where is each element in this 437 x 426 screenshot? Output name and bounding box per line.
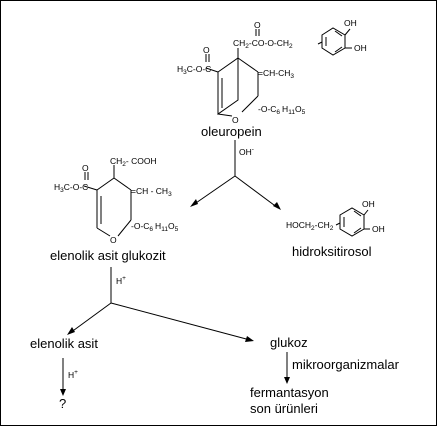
label-son-urunleri: son ürünleri	[250, 401, 318, 416]
oleuropein-oh-bond	[345, 29, 350, 35]
label-hidroksitirosol: hidroksitirosol	[292, 244, 372, 259]
oleuropein-benzene	[322, 28, 345, 55]
elenolic-acid-group: $CH_2-$ COOH	[110, 156, 157, 168]
oleuropein-ring-bond	[218, 114, 232, 116]
oleuropein-chem-labels	[177, 18, 367, 125]
label-oleuropein: oleuropein	[201, 124, 262, 139]
oleuropein-glucoside: $-O-C_6$ $H_{11}O_5$	[258, 104, 306, 116]
elenolic-ring-o: O	[110, 235, 117, 245]
arrowhead-hydroxytyrosol	[273, 202, 281, 210]
arrowhead-unknown	[60, 389, 66, 396]
oleuropein-ring-bond	[238, 58, 258, 72]
reagent-h-plus-1: H+	[116, 275, 126, 286]
oleuropein-ester-top: $CH_2-CO-O-CH_2$	[233, 38, 293, 50]
oleuropein-oh-2: OH	[354, 43, 367, 53]
elenolic-carbonyl-o: O	[82, 163, 89, 173]
elenolic-ring-bond	[118, 220, 131, 236]
label-mikroorganizmalar: mikroorganizmalar	[292, 357, 399, 372]
label-elenolik-asit: elenolik asit	[30, 336, 98, 351]
oleuropein-chain-bond	[318, 42, 322, 44]
reagent-h-plus-2: H+	[68, 369, 78, 380]
elenolic-ethylidene: $=CH - CH_3$	[131, 186, 172, 198]
hydroxytyrosol-oh-1: OH	[362, 199, 375, 209]
arrow-to-elenolik-asit	[70, 303, 111, 333]
hydroxytyrosol-chain: $HOCH_2-CH_2$	[286, 220, 334, 232]
arrow-to-hydroxytyrosol	[235, 176, 278, 208]
elenolic-ring-bond	[114, 178, 131, 190]
oleuropein-ring-bond	[242, 96, 258, 112]
oleuropein-carbonyl-o-left: O	[203, 45, 210, 55]
oleuropein-ring-o: O	[232, 115, 239, 125]
hydroxytyrosol-structure	[336, 208, 370, 236]
elenolic-ring-bond	[97, 228, 110, 236]
arrowhead-elenolic-glucoside	[190, 199, 198, 207]
oleuropein-ring-left	[218, 58, 238, 114]
hydroxytyrosol-oh-2: OH	[372, 224, 385, 234]
reagent-oh-minus: OH-	[239, 146, 254, 157]
arrowhead-elenolik-asit	[67, 327, 75, 335]
label-glukoz: glukoz	[270, 335, 308, 350]
elenolic-methoxy: $H_3C-O-C$	[54, 182, 89, 194]
oleuropein-methoxy: $H_3C-O-C$	[177, 64, 212, 76]
arrow-to-elenolic-glucoside	[193, 176, 235, 205]
arrowhead-glukoz	[245, 336, 254, 342]
elenolic-glucoside-group: $-O-C_6$ $H_{11}O_5$	[131, 221, 179, 233]
elenolic-glucoside-structure	[84, 165, 131, 236]
hydroxytyrosol-chain-bond	[336, 223, 340, 225]
label-unknown-product: ?	[59, 396, 67, 411]
elenolic-glucoside-chem-labels	[54, 156, 179, 245]
arrow-to-glukoz	[111, 303, 250, 340]
hydroxytyrosol-oh-bond	[364, 210, 368, 215]
label-elenolik-asit-glukozit: elenolik asit glukozit	[50, 248, 166, 263]
elenolic-ring-bond	[97, 178, 114, 190]
oleuropein-carbonyl-o: O	[254, 20, 261, 30]
arrowhead-fermantasyon	[284, 377, 290, 384]
oleuropein-ethylidene: $=CH-CH_3$	[258, 68, 294, 80]
label-fermantasyon: fermantasyon	[250, 385, 329, 400]
oleuropein-oh-1: OH	[344, 18, 357, 28]
